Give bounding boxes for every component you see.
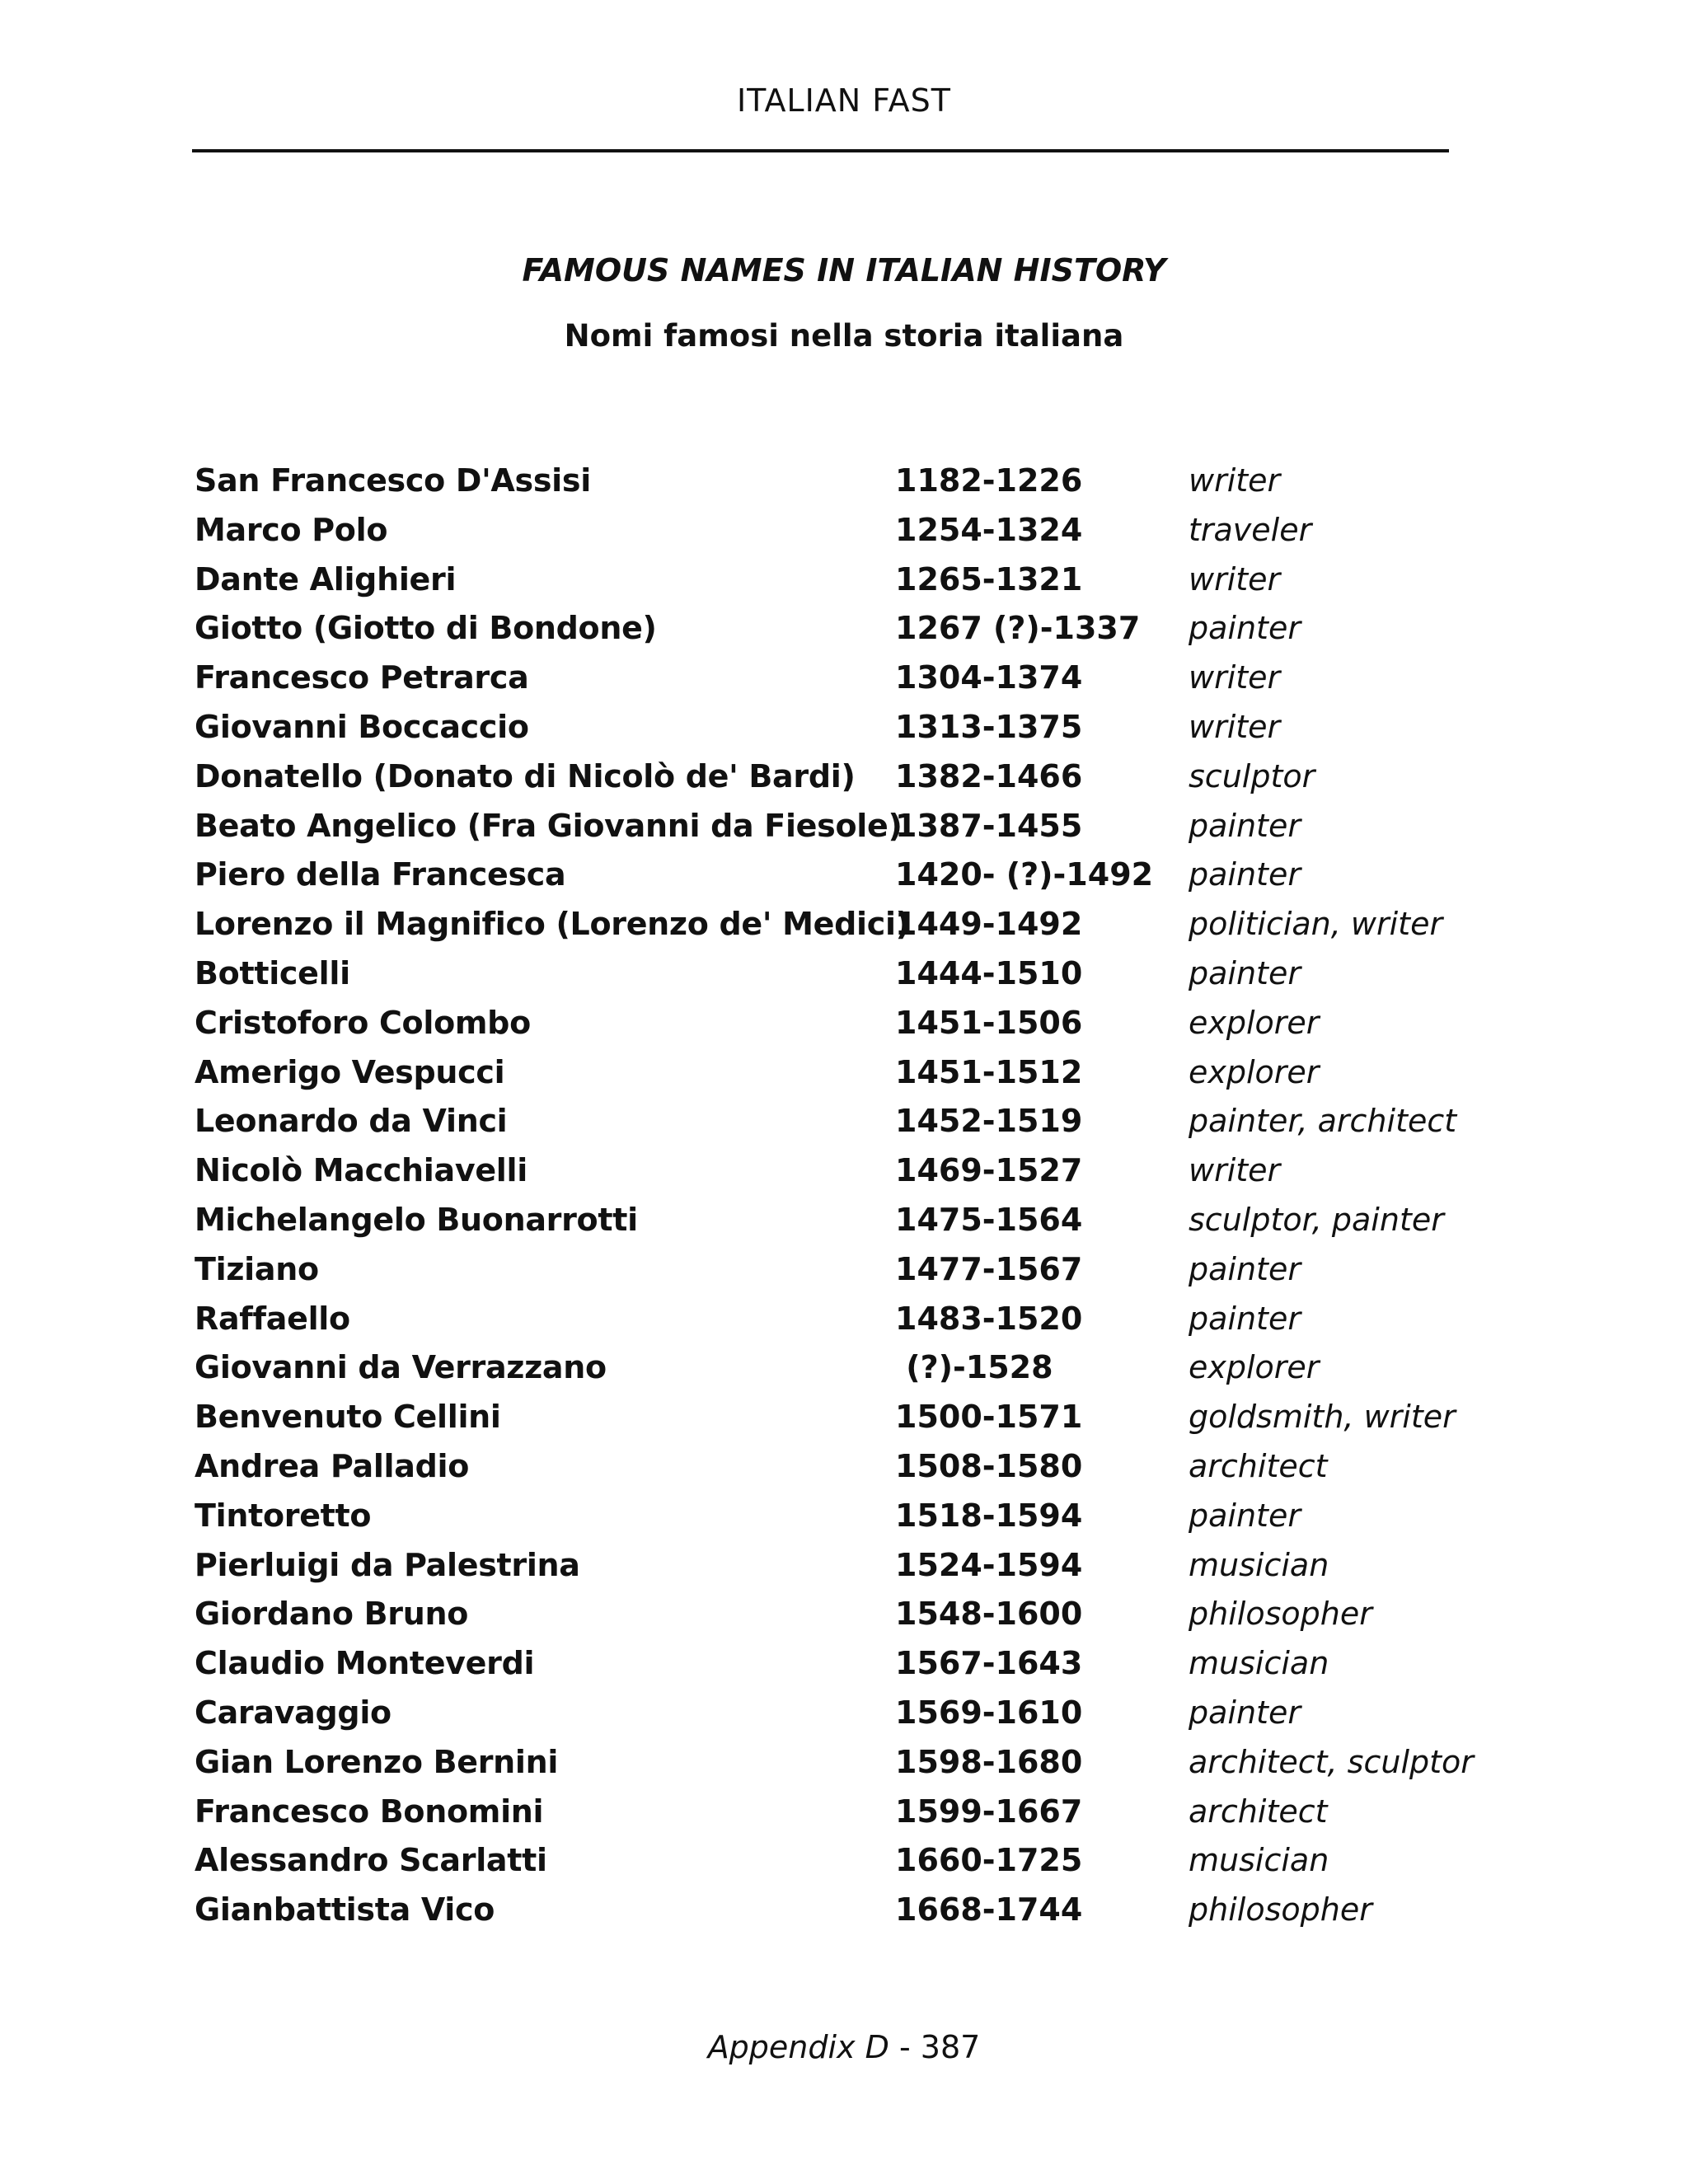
table-row bbox=[195, 706, 1513, 756]
occupation: goldsmith, writer bbox=[1189, 1399, 1456, 1436]
life-dates: 1420- (?)-1492 bbox=[895, 856, 1154, 893]
person-name: Gian Lorenzo Bernini bbox=[195, 1743, 559, 1780]
table-row bbox=[195, 1495, 1513, 1544]
table-row bbox=[195, 1298, 1513, 1347]
person-name: Botticelli bbox=[195, 954, 350, 991]
occupation: writer bbox=[1189, 708, 1281, 745]
person-name: Francesco Petrarca bbox=[195, 659, 529, 696]
table-row bbox=[195, 953, 1513, 1002]
person-name: Cristoforo Colombo bbox=[195, 1004, 531, 1041]
person-name: Raffaello bbox=[195, 1300, 350, 1337]
table-row bbox=[195, 657, 1513, 706]
life-dates: 1451-1512 bbox=[895, 1053, 1083, 1090]
life-dates: 1599-1667 bbox=[895, 1793, 1083, 1830]
table-row bbox=[195, 460, 1513, 509]
life-dates: 1449-1492 bbox=[895, 906, 1083, 943]
occupation: architect bbox=[1189, 1447, 1328, 1484]
person-name: Piero della Francesca bbox=[195, 856, 566, 893]
person-name: Giotto (Giotto di Bondone) bbox=[195, 610, 657, 647]
life-dates: 1567-1643 bbox=[895, 1645, 1083, 1682]
person-name: Gianbattista Vico bbox=[195, 1891, 495, 1929]
occupation: politician, writer bbox=[1189, 906, 1443, 943]
person-name: Alessandro Scarlatti bbox=[195, 1842, 547, 1879]
life-dates: 1313-1375 bbox=[895, 708, 1083, 745]
person-name: Michelangelo Buonarrotti bbox=[195, 1201, 638, 1238]
occupation: architect, sculptor bbox=[1189, 1743, 1474, 1780]
occupation: painter bbox=[1189, 1497, 1301, 1534]
person-name: Nicolò Macchiavelli bbox=[195, 1152, 528, 1189]
table-row bbox=[195, 1052, 1513, 1101]
names-table bbox=[195, 460, 1513, 1938]
occupation: musician bbox=[1189, 1645, 1329, 1682]
table-row bbox=[195, 854, 1513, 903]
person-name: Donatello (Donato di Nicolò de' Bardi) bbox=[195, 757, 856, 794]
table-row bbox=[195, 1446, 1513, 1495]
occupation: painter bbox=[1189, 1300, 1301, 1337]
occupation: painter bbox=[1189, 610, 1301, 647]
occupation: painter bbox=[1189, 1694, 1301, 1731]
person-name: San Francesco D'Assisi bbox=[195, 462, 591, 499]
table-row bbox=[195, 509, 1513, 559]
occupation: writer bbox=[1189, 1152, 1281, 1189]
occupation: writer bbox=[1189, 560, 1281, 598]
table-row bbox=[195, 1692, 1513, 1741]
occupation: painter, architect bbox=[1189, 1103, 1457, 1140]
occupation: explorer bbox=[1189, 1004, 1320, 1041]
occupation: writer bbox=[1189, 659, 1281, 696]
table-row bbox=[195, 1396, 1513, 1446]
occupation: musician bbox=[1189, 1842, 1329, 1879]
life-dates: 1569-1610 bbox=[895, 1694, 1083, 1731]
person-name: Tintoretto bbox=[195, 1497, 372, 1534]
table-row bbox=[195, 1544, 1513, 1594]
life-dates: 1668-1744 bbox=[895, 1891, 1083, 1929]
life-dates: 1660-1725 bbox=[895, 1842, 1083, 1879]
life-dates: 1265-1321 bbox=[895, 560, 1083, 598]
life-dates: 1483-1520 bbox=[895, 1300, 1083, 1337]
life-dates: 1598-1680 bbox=[895, 1743, 1083, 1780]
person-name: Marco Polo bbox=[195, 511, 388, 548]
life-dates: 1469-1527 bbox=[895, 1152, 1083, 1189]
table-row bbox=[195, 1347, 1513, 1396]
occupation: writer bbox=[1189, 462, 1281, 499]
table-row bbox=[195, 607, 1513, 657]
table-row bbox=[195, 1741, 1513, 1791]
occupation: architect bbox=[1189, 1793, 1328, 1830]
table-row bbox=[195, 756, 1513, 805]
occupation: explorer bbox=[1189, 1349, 1320, 1386]
person-name: Caravaggio bbox=[195, 1694, 392, 1731]
table-row bbox=[195, 1593, 1513, 1643]
occupation: traveler bbox=[1189, 511, 1312, 548]
person-name: Francesco Bonomini bbox=[195, 1793, 544, 1830]
person-name: Dante Alighieri bbox=[195, 560, 457, 598]
table-row bbox=[195, 903, 1513, 953]
life-dates: 1500-1571 bbox=[895, 1399, 1083, 1436]
life-dates: 1452-1519 bbox=[895, 1103, 1083, 1140]
life-dates: 1548-1600 bbox=[895, 1596, 1083, 1633]
table-row bbox=[195, 559, 1513, 608]
life-dates: 1477-1567 bbox=[895, 1250, 1083, 1287]
occupation: painter bbox=[1189, 954, 1301, 991]
person-name: Giovanni da Verrazzano bbox=[195, 1349, 607, 1386]
footer-separator: - bbox=[889, 2029, 921, 2065]
table-row bbox=[195, 1791, 1513, 1840]
occupation: philosopher bbox=[1189, 1891, 1372, 1929]
life-dates: 1254-1324 bbox=[895, 511, 1083, 548]
occupation: sculptor bbox=[1189, 757, 1315, 794]
table-row bbox=[195, 1840, 1513, 1889]
person-name: Pierluigi da Palestrina bbox=[195, 1546, 580, 1583]
life-dates: 1524-1594 bbox=[895, 1546, 1083, 1583]
table-row bbox=[195, 1643, 1513, 1692]
life-dates: 1508-1580 bbox=[895, 1447, 1083, 1484]
table-row bbox=[195, 1889, 1513, 1938]
person-name: Beato Angelico (Fra Giovanni da Fiesole) bbox=[195, 807, 903, 844]
occupation: musician bbox=[1189, 1546, 1329, 1583]
occupation: explorer bbox=[1189, 1053, 1320, 1090]
table-row bbox=[195, 1199, 1513, 1249]
person-name: Lorenzo il Magnifico (Lorenzo de' Medici) bbox=[195, 906, 910, 943]
table-row bbox=[195, 1002, 1513, 1052]
occupation: painter bbox=[1189, 807, 1301, 844]
person-name: Giordano Bruno bbox=[195, 1596, 469, 1633]
occupation: painter bbox=[1189, 1250, 1301, 1287]
header-rule bbox=[192, 149, 1449, 152]
person-name: Giovanni Boccaccio bbox=[195, 708, 529, 745]
occupation: sculptor, painter bbox=[1189, 1201, 1444, 1238]
person-name: Claudio Monteverdi bbox=[195, 1645, 535, 1682]
table-row bbox=[195, 1249, 1513, 1298]
life-dates: 1518-1594 bbox=[895, 1497, 1083, 1534]
running-head: ITALIAN FAST bbox=[736, 82, 952, 119]
person-name: Leonardo da Vinci bbox=[195, 1103, 508, 1140]
life-dates: 1382-1466 bbox=[895, 757, 1083, 794]
page-subtitle: Nomi famosi nella storia italiana bbox=[564, 318, 1124, 354]
person-name: Benvenuto Cellini bbox=[195, 1399, 501, 1436]
life-dates: 1182-1226 bbox=[895, 462, 1083, 499]
life-dates: 1451-1506 bbox=[895, 1004, 1083, 1041]
life-dates: 1267 (?)-1337 bbox=[895, 610, 1141, 647]
life-dates: 1475-1564 bbox=[895, 1201, 1083, 1238]
occupation: painter bbox=[1189, 856, 1301, 893]
table-row bbox=[195, 1100, 1513, 1150]
table-row bbox=[195, 805, 1513, 855]
life-dates: (?)-1528 bbox=[895, 1349, 1053, 1386]
page-title: FAMOUS NAMES IN ITALIAN HISTORY bbox=[522, 252, 1166, 288]
person-name: Tiziano bbox=[195, 1250, 319, 1287]
life-dates: 1304-1374 bbox=[895, 659, 1083, 696]
person-name: Amerigo Vespucci bbox=[195, 1053, 505, 1090]
occupation: philosopher bbox=[1189, 1596, 1372, 1633]
life-dates: 1387-1455 bbox=[895, 807, 1083, 844]
table-row bbox=[195, 1150, 1513, 1199]
person-name: Andrea Palladio bbox=[195, 1447, 470, 1484]
page-number: 387 bbox=[920, 2029, 981, 2065]
page-footer bbox=[0, 2029, 1688, 2065]
life-dates: 1444-1510 bbox=[895, 954, 1083, 991]
footer-section: Appendix D bbox=[707, 2029, 889, 2065]
